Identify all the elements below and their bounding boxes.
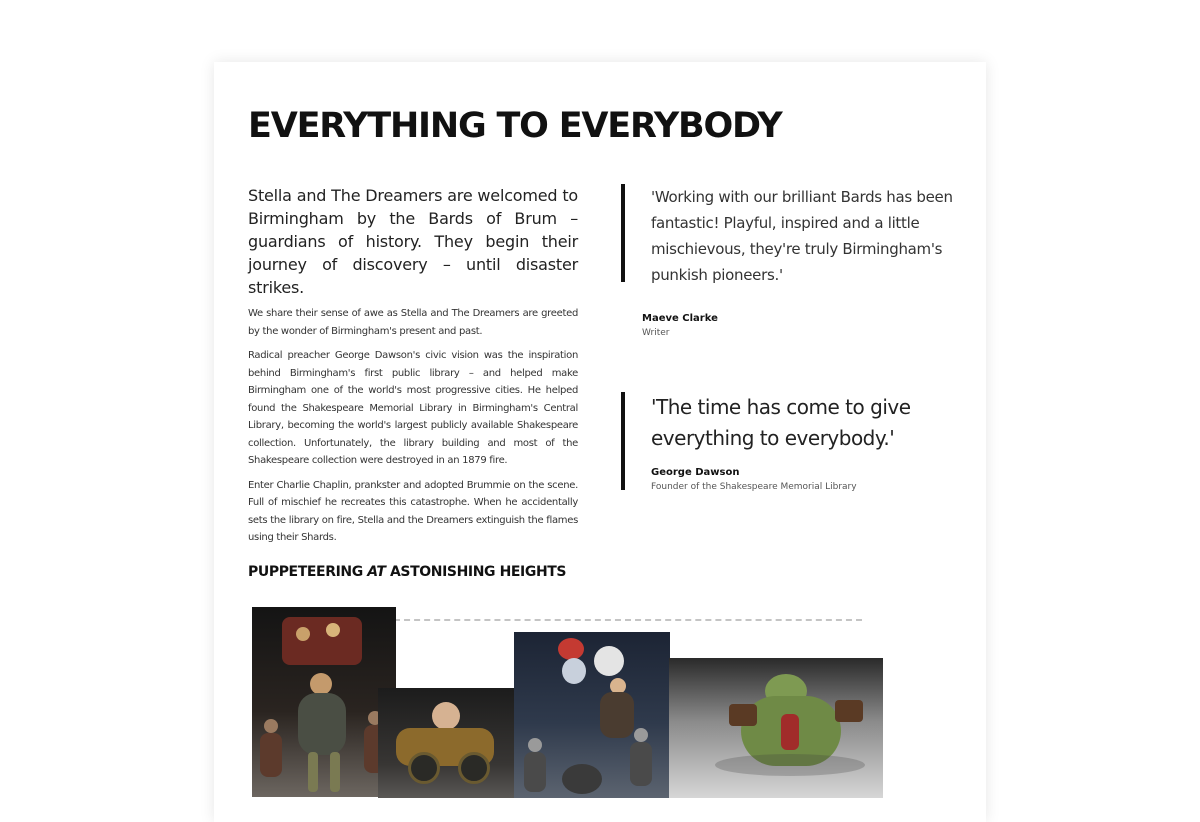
quote-author: Maeve Clarke [642,313,718,324]
intro-paragraph: Radical preacher George Dawson's civic vision was the inspiration behind Birmingham's first public library – and helped make Birmingham one of the world's most progressive cities. He helped found the Shakespeare Memorial Library in Birmingham's Central Library, becoming the world's largest publicly available Shakespeare collection. Unfortunately, the library building and most of the Shakespeare collection were destroyed in an 1879 fire. [248,350,578,466]
pull-quote [621,392,951,490]
page-title: EVERYTHING TO EVERYBODY [248,106,782,146]
quote-text: 'Working with our brilliant Bards has been fantastic! Playful, inspired and a little mischievous, they're truly Birmingham's punkish pioneers.' [651,188,953,284]
puppet-photo [378,688,514,798]
quote-author: George Dawson [651,467,740,478]
pull-quote [621,184,961,282]
intro-paragraph: Enter Charlie Chaplin, prankster and adopted Brummie on the scene. Full of mischief he recreates this catastrophe. When he accidentally sets the library on fire, Stella and the Dreamers extinguish the flames using their Shards. [248,479,578,543]
section-heading-part: ASTONISHING HEIGHTS [385,564,567,580]
puppet-photo [669,658,883,798]
intro-lead: Stella and The Dreamers are welcomed to Birmingham by the Bards of Brum – guardians of history. They begin their journey of discovery – until disaster strikes. [248,186,578,297]
quote-attribution [642,312,718,340]
quote-text: 'The time has come to give everything to everybody.' [651,395,911,450]
section-heading-part: PUPPETEERING [248,564,368,580]
intro-column [248,184,578,554]
puppet-photo [514,632,670,798]
quote-author-role: Writer [642,328,670,338]
document-page [214,62,986,822]
intro-paragraph: We share their sense of awe as Stella and The Dreamers are greeted by the wonder of Birmingham's present and past. [248,308,578,337]
dashed-divider [394,619,862,621]
puppet-photo [252,607,396,797]
quote-author-role: Founder of the Shakespeare Memorial Library [651,482,857,492]
section-heading-emphasis: AT [367,564,386,580]
section-heading [248,564,566,580]
